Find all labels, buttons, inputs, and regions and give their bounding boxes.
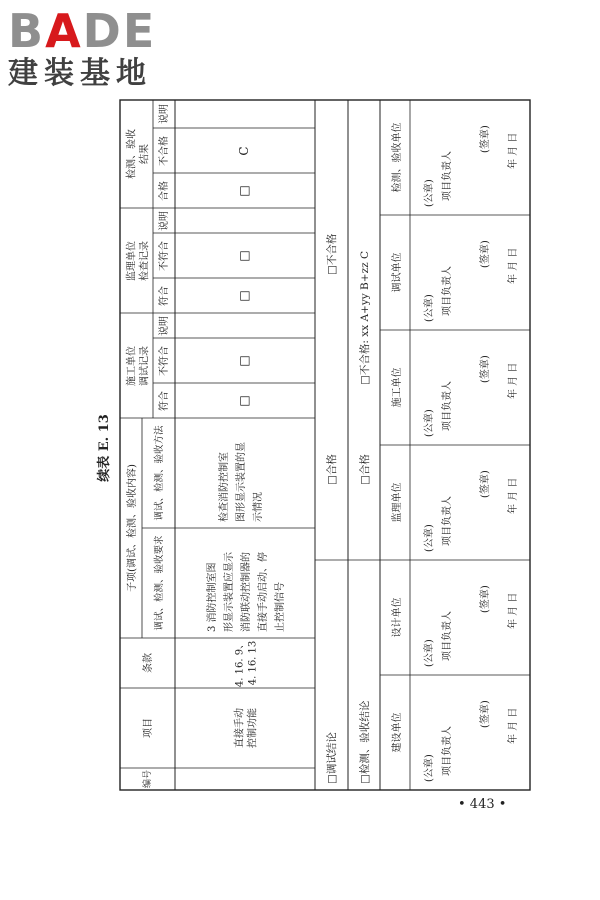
- party-person-2: 项目负责人: [442, 496, 453, 546]
- logo-wordmark: BADE: [8, 4, 157, 58]
- header-supervision: 监理单位 检查记录: [126, 241, 151, 281]
- inspect-conclusion: □检测、验收结论: [359, 700, 371, 784]
- party-label-1: 设计单位: [392, 597, 403, 638]
- header-explain-2: 说明: [159, 211, 170, 231]
- header-clause: 条款: [143, 653, 154, 673]
- header-subitem: 子项(调试、检测、验收内容): [127, 464, 138, 592]
- row-requirement: 3 消防控制室图 形显示装置应显示 消防联动控制器的 直接手动启动、停 止控制信号: [207, 552, 286, 632]
- party-label-0: 建设单位: [392, 712, 403, 753]
- inspect-fail[interactable]: □不合格: xx A+yy B+zz C: [359, 250, 371, 385]
- result-note: C: [237, 146, 251, 156]
- debug-conclusion: □调试结论: [326, 732, 338, 784]
- header-nonconform-2: 不符合: [159, 241, 170, 271]
- header-project: 项目: [143, 718, 154, 738]
- header-unqualified: 不合格: [159, 136, 170, 166]
- row-project: 直接手动 控制功能: [234, 708, 259, 748]
- party-label-2: 监理单位: [392, 482, 403, 523]
- page-number: • 443 •: [458, 797, 507, 812]
- party-date-2: 年 月 日: [508, 477, 519, 514]
- party-seal-0: (公章): [424, 754, 435, 782]
- header-conform-2: 符合: [159, 286, 170, 306]
- checkbox-result-qualified[interactable]: □: [237, 185, 251, 197]
- party-person-3: 项目负责人: [442, 381, 453, 431]
- party-label-5: 检测、验收单位: [392, 122, 403, 193]
- header-qualified: 合格: [159, 181, 170, 201]
- party-sign-5: (签章): [480, 125, 491, 153]
- party-person-5: 项目负责人: [442, 151, 453, 201]
- party-sign-4: (签章): [480, 240, 491, 268]
- party-date-1: 年 月 日: [508, 592, 519, 629]
- row-clause: 4. 16. 9、 4. 16. 13: [234, 638, 259, 688]
- party-date-3: 年 月 日: [508, 362, 519, 399]
- party-date-0: 年 月 日: [508, 707, 519, 744]
- debug-pass[interactable]: □合格: [326, 454, 338, 485]
- party-label-3: 施工单位: [392, 367, 403, 408]
- party-seal-2: (公章): [424, 524, 435, 552]
- party-seal-4: (公章): [424, 294, 435, 322]
- header-method: 调试、检测、验收方法: [154, 425, 165, 521]
- table-title: 续表 E. 13: [97, 414, 112, 482]
- header-requirement: 调试、检测、验收要求: [154, 535, 165, 631]
- party-sign-2: (签章): [480, 470, 491, 498]
- header-explain-1: 说明: [159, 316, 170, 336]
- party-seal-3: (公章): [424, 409, 435, 437]
- header-construction: 施工单位 调试记录: [126, 346, 151, 386]
- header-conform-1: 符合: [159, 391, 170, 411]
- party-date-5: 年 月 日: [508, 132, 519, 169]
- header-nonconform-1: 不符合: [159, 346, 170, 376]
- party-label-4: 调试单位: [392, 252, 403, 293]
- header-number: 编号: [143, 769, 153, 789]
- inspect-pass[interactable]: □合格: [359, 454, 371, 485]
- checkbox-supervision-conform[interactable]: □: [237, 290, 251, 302]
- party-person-0: 项目负责人: [442, 726, 453, 776]
- party-sign-0: (签章): [480, 700, 491, 728]
- debug-fail[interactable]: □不合格: [326, 233, 338, 275]
- party-date-4: 年 月 日: [508, 247, 519, 284]
- checkbox-construction-nonconform[interactable]: □: [237, 355, 251, 367]
- logo-subtitle: 建装基地: [8, 56, 152, 91]
- checkbox-supervision-nonconform[interactable]: □: [237, 250, 251, 262]
- party-sign-1: (签章): [480, 585, 491, 613]
- party-seal-5: (公章): [424, 179, 435, 207]
- party-seal-1: (公章): [424, 639, 435, 667]
- checkbox-construction-conform[interactable]: □: [237, 395, 251, 407]
- party-sign-3: (签章): [480, 355, 491, 383]
- header-explain-3: 说明: [159, 104, 170, 124]
- party-person-1: 项目负责人: [442, 611, 453, 661]
- header-inspection: 检测、验收 结果: [126, 129, 151, 179]
- row-method: 检查消防控制室 图形显示装置的显 示情况: [219, 442, 264, 522]
- inspection-table: [120, 100, 530, 790]
- party-person-4: 项目负责人: [442, 266, 453, 316]
